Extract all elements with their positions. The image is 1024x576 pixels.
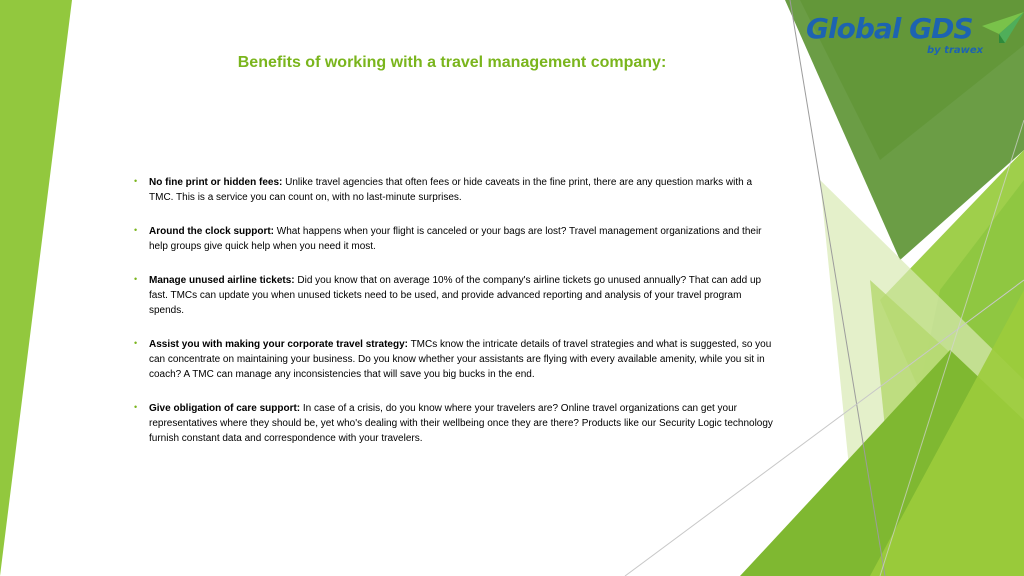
bullet-body: Unlike travel agencies that often fees or hide caveats in the fine print, there are any question marks with a TMC. This is a service you can count on, with no last-minute surprises. xyxy=(149,177,753,203)
bullet-heading: Give obligation of care support: xyxy=(149,403,301,414)
bullet-icon: • xyxy=(134,274,138,284)
bullet-heading: No fine print or hidden fees: xyxy=(149,177,283,188)
left-green-band xyxy=(0,0,72,576)
bullet-icon: • xyxy=(134,402,138,412)
bullet-body: In case of a crisis, do you know where your travelers are? Online travel organizations can get your representatives where they should be, yet who's dealing with their wellbeing once they are there? Products like our Security Logic technology furnish constant data and correspondence with your travelers. xyxy=(149,403,773,444)
brand-tagline: by trawex xyxy=(927,45,984,56)
brand-logo xyxy=(806,10,1022,60)
bullet-heading: Assist you with making your corporate travel strategy: xyxy=(149,339,408,350)
list-item xyxy=(134,337,778,382)
bullet-icon: • xyxy=(134,338,138,348)
benefits-list xyxy=(134,175,778,465)
brand-name: Global GDS xyxy=(806,12,973,45)
slide-title: Benefits of working with a travel management company: xyxy=(237,54,667,71)
list-item xyxy=(134,401,778,446)
bullet-heading: Around the clock support: xyxy=(149,226,274,237)
list-item xyxy=(134,224,778,254)
bullet-icon: • xyxy=(134,176,138,186)
bullet-body: Did you know that on average 10% of the company's airline tickets go unused annually? That can add up fast. TMCs can update you when unused tickets need to be used, and provide advanced reporting and analysis of your travel program spends. xyxy=(149,275,762,316)
list-item xyxy=(134,175,778,205)
bullet-heading: Manage unused airline tickets: xyxy=(149,275,295,286)
bullet-body: What happens when your flight is canceled or your bags are lost? Travel management organizations and their help groups give quick help when you need it most. xyxy=(149,226,762,252)
list-item xyxy=(134,273,778,318)
bullet-icon: • xyxy=(134,225,138,235)
bullet-body: TMCs know the intricate details of travel strategies and what is suggested, so you can concentrate on maintaining your business. Do you know whether your assistants are flying with every available amenity, while you sit in coach? A TMC can manage any inconsistencies that will save you big bucks in the end. xyxy=(149,339,772,380)
paper-plane-icon xyxy=(982,10,1024,44)
